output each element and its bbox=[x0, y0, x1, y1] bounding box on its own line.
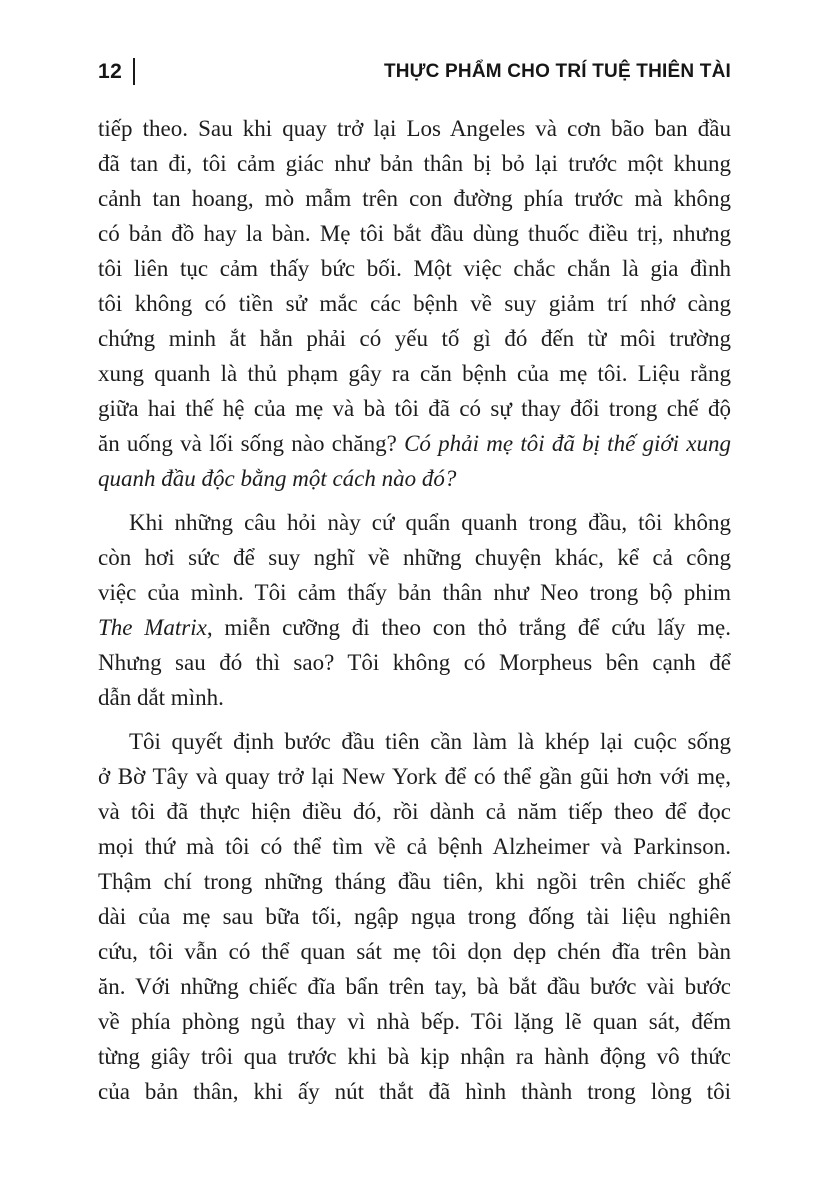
text-line bbox=[98, 724, 731, 759]
text-segment: có bản đồ hay la bàn. Mẹ tôi bắt đầu dùng thuốc điều trị, nhưng bbox=[98, 221, 731, 246]
italic-text-segment: quanh đầu độc bằng một cách nào đó? bbox=[98, 466, 457, 491]
text-segment: ở Bờ Tây và quay trở lại New York để có thể gần gũi hơn với mẹ, bbox=[98, 764, 731, 789]
text-segment: Tôi quyết định bước đầu tiên cần làm là khép lại cuộc sống bbox=[129, 729, 731, 754]
text-line bbox=[98, 899, 731, 934]
text-segment: xung quanh là thủ phạm gây ra căn bệnh của mẹ tôi. Liệu rằng bbox=[98, 361, 731, 386]
text-segment: cảnh tan hoang, mò mẫm trên con đường phía trước mà không bbox=[98, 186, 731, 211]
text-segment: về phía phòng ngủ thay vì nhà bếp. Tôi lặng lẽ quan sát, đếm bbox=[98, 1009, 731, 1034]
text-line bbox=[98, 969, 731, 1004]
body-text bbox=[98, 111, 731, 1109]
text-segment: đã tan đi, tôi cảm giác như bản thân bị bỏ lại trước một khung bbox=[98, 151, 731, 176]
text-segment: tiếp theo. Sau khi quay trở lại Los Angeles và cơn bão ban đầu bbox=[98, 116, 731, 141]
text-segment: còn hơi sức để suy nghĩ về những chuyện khác, kể cả công bbox=[98, 545, 731, 570]
text-line bbox=[98, 251, 731, 286]
text-segment: giữa hai thế hệ của mẹ và bà tôi đã có sự thay đổi trong chế độ bbox=[98, 396, 731, 421]
text-segment: ăn uống và lối sống nào chăng? bbox=[98, 431, 405, 456]
text-line bbox=[98, 146, 731, 181]
text-segment: mọi thứ mà tôi có thể tìm về cả bệnh Alzheimer và Parkinson. bbox=[98, 834, 731, 859]
italic-text-segment: The Matrix bbox=[98, 615, 207, 640]
header-divider bbox=[133, 58, 135, 85]
text-line bbox=[98, 426, 731, 461]
text-segment: của bản thân, khi ấy nút thắt đã hình thành trong lòng tôi bbox=[98, 1079, 731, 1104]
italic-text-segment: Có phải mẹ tôi đã bị thế giới xung bbox=[404, 431, 731, 456]
running-header bbox=[98, 58, 731, 85]
text-line bbox=[98, 1004, 731, 1039]
paragraph bbox=[98, 724, 731, 1109]
paragraph bbox=[98, 111, 731, 496]
text-line bbox=[98, 505, 731, 540]
text-segment: Thậm chí trong những tháng đầu tiên, khi ngồi trên chiếc ghế bbox=[98, 869, 731, 894]
text-line bbox=[98, 286, 731, 321]
text-line bbox=[98, 461, 731, 496]
text-line bbox=[98, 391, 731, 426]
text-segment: và tôi đã thực hiện điều đó, rồi dành cả năm tiếp theo để đọc bbox=[98, 799, 731, 824]
page-number-group bbox=[98, 58, 135, 85]
text-line bbox=[98, 181, 731, 216]
text-segment: dài của mẹ sau bữa tối, ngập ngụa trong đống tài liệu nghiên bbox=[98, 904, 731, 929]
text-line bbox=[98, 645, 731, 680]
text-segment: từng giây trôi qua trước khi bà kịp nhận ra hành động vô thức bbox=[98, 1044, 731, 1069]
text-line bbox=[98, 1074, 731, 1109]
text-line bbox=[98, 356, 731, 391]
text-segment: cứu, tôi vẫn có thể quan sát mẹ tôi dọn dẹp chén đĩa trên bàn bbox=[98, 939, 731, 964]
text-line bbox=[98, 934, 731, 969]
text-segment: tôi liên tục cảm thấy bức bối. Một việc chắc chắn là gia đình bbox=[98, 256, 731, 281]
text-line bbox=[98, 1039, 731, 1074]
text-line bbox=[98, 610, 731, 645]
page-number: 12 bbox=[98, 59, 123, 83]
text-segment: tôi không có tiền sử mắc các bệnh về suy giảm trí nhớ càng bbox=[98, 291, 731, 316]
text-segment: việc của mình. Tôi cảm thấy bản thân như Neo trong bộ phim bbox=[98, 580, 731, 605]
text-line bbox=[98, 321, 731, 356]
text-line bbox=[98, 794, 731, 829]
text-segment: chứng minh ắt hẳn phải có yếu tố gì đó đến từ môi trường bbox=[98, 326, 731, 351]
text-segment: , miễn cưỡng đi theo con thỏ trắng để cứu lấy mẹ. bbox=[206, 615, 731, 640]
text-segment: Khi những câu hỏi này cứ quẩn quanh trong đầu, tôi không bbox=[129, 510, 731, 535]
running-title: THỰC PHẨM CHO TRÍ TUỆ THIÊN TÀI bbox=[383, 60, 731, 82]
text-line bbox=[98, 864, 731, 899]
text-line bbox=[98, 111, 731, 146]
text-line bbox=[98, 829, 731, 864]
text-line bbox=[98, 540, 731, 575]
text-segment: dẫn dắt mình. bbox=[98, 685, 224, 710]
text-line bbox=[98, 680, 731, 715]
text-line bbox=[98, 759, 731, 794]
text-line bbox=[98, 575, 731, 610]
text-segment: Nhưng sau đó thì sao? Tôi không có Morpheus bên cạnh để bbox=[98, 650, 731, 675]
text-segment: ăn. Với những chiếc đĩa bẩn trên tay, bà bắt đầu bước vài bước bbox=[98, 974, 731, 999]
text-line bbox=[98, 216, 731, 251]
paragraph bbox=[98, 505, 731, 715]
